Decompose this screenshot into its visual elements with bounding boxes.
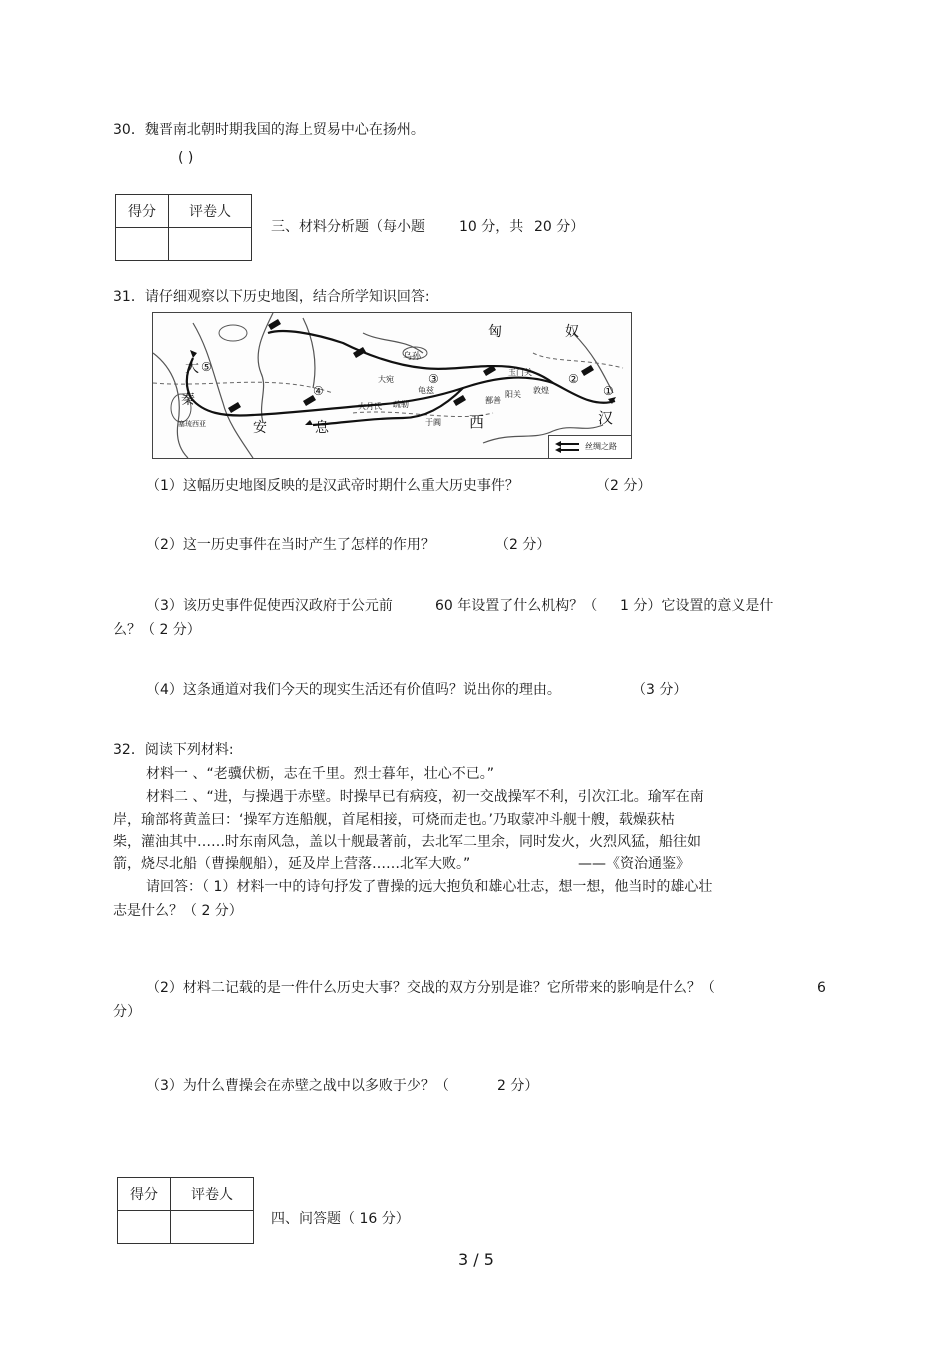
map-label-shule: 疏勒 xyxy=(393,400,409,409)
map-label-n2: ② xyxy=(568,372,579,386)
silk-road-route xyxy=(187,331,615,425)
map-label-dunhuang: 敦煌 xyxy=(533,386,549,395)
score-cell[interactable] xyxy=(118,1211,171,1244)
map-label-qin: 秦 xyxy=(181,392,195,408)
page-number: 3 / 5 xyxy=(458,1250,494,1269)
material-1: 材料一 、“老骥伏枥，志在千里。烈士暮年，壮心不已。” xyxy=(146,766,494,782)
score-cell[interactable] xyxy=(116,228,169,261)
map-label-wusun: 乌孙 xyxy=(403,352,422,362)
question-32-ask-2-points-number: 6 xyxy=(817,980,826,996)
map-label-han: 汉 xyxy=(598,409,614,427)
map-label-da: 大 xyxy=(185,360,199,376)
score-table-section-3 xyxy=(115,194,252,261)
grader-header: 评卷人 xyxy=(169,195,252,228)
map-label-xi: 西 xyxy=(469,413,485,431)
material-2-line-4: 箭，烧尽北船（曹操舰船），延及岸上营落……北军大败。” xyxy=(113,856,471,872)
grader-cell[interactable] xyxy=(171,1211,254,1244)
question-32-ask-2-line-1: （2）材料二记载的是一件什么历史大事？交战的双方分别是谁？它所带来的影响是什么？（ xyxy=(146,980,715,996)
grader-cell[interactable] xyxy=(169,228,252,261)
question-30-text: 30．魏晋南北朝时期我国的海上贸易中心在扬州。 xyxy=(113,122,425,138)
map-label-dayuan: 大宛 xyxy=(378,375,394,384)
map-label-xiongnu-2: 奴 xyxy=(565,324,579,340)
map-label-yumenguan: 玉门关 xyxy=(508,368,532,377)
question-31-sub-3-b: 60 年设置了什么机构？（ xyxy=(435,598,598,614)
material-2-line-1: 材料二 、“进，与操遇于赤壁。时操早已有病疫，初一交战操军不利，引次江北。瑜军在南 xyxy=(146,789,704,805)
question-31-sub-3-a: （3）该历史事件促使西汉政府于公元前 xyxy=(146,598,393,614)
map-label-qiuci: 龟兹 xyxy=(418,386,434,395)
silk-road-map xyxy=(152,312,632,459)
material-2-line-3: 柴，灌油其中……时东南风急，盖以十舰最著前，去北军二里余，同时发火，火烈风猛，船往如 xyxy=(113,834,701,850)
map-label-yutian: 于阗 xyxy=(425,418,441,427)
map-label-n5: ⑤ xyxy=(201,360,212,374)
map-label-xiongnu-1: 匈 xyxy=(488,324,502,340)
map-label-dayuezhi: 大月氏 xyxy=(358,402,382,411)
question-32-ask-2-line-2: 分） xyxy=(113,1004,141,1020)
score-header: 得分 xyxy=(118,1178,171,1211)
material-2-line-2: 岸，瑜部将黄盖曰：‘操军方连船舰，首尾相接，可烧而走也。’乃取蒙冲斗舰十艘，载燥荻枯 xyxy=(113,812,675,828)
question-31-sub-2-points: （2 分） xyxy=(495,537,551,553)
question-31-sub-4-points: （3 分） xyxy=(632,682,688,698)
question-31-intro: 31．请仔细观察以下历史地图，结合所学知识回答: xyxy=(113,289,430,305)
map-label-xi-an: 息 xyxy=(315,420,329,436)
question-32-ask-3: （3）为什么曹操会在赤壁之战中以多败于少？（ xyxy=(146,1078,449,1094)
question-32-ask-1-line-2: 志是什么？（ 2 分） xyxy=(113,903,243,919)
map-label-an: 安 xyxy=(253,420,267,436)
grader-header: 评卷人 xyxy=(171,1178,254,1211)
legend-label: 丝绸之路 xyxy=(585,442,617,451)
material-2-source: ——《资治通鉴》 xyxy=(578,856,690,872)
legend-route-symbol xyxy=(553,436,583,458)
question-31-sub-4: （4）这条通道对我们今天的现实生活还有价值吗？说出你的理由。 xyxy=(146,682,561,698)
map-label-n1: ① xyxy=(603,384,614,398)
map-label-n3: ③ xyxy=(428,372,439,386)
score-table-section-4 xyxy=(117,1177,254,1244)
map-label-yangguan: 阳关 xyxy=(505,390,521,399)
section-4-title: 四、问答题（ 16 分） xyxy=(271,1211,410,1227)
question-31-sub-3-c: 1 分）它设置的意义是什 xyxy=(620,598,774,614)
question-32-ask-3-points: 2 分） xyxy=(497,1078,539,1094)
section-3-points-b: 20 分） xyxy=(534,219,585,235)
section-3-title: 三、材料分析题（每小题 xyxy=(271,219,425,235)
question-32-intro: 32．阅读下列材料: xyxy=(113,742,234,758)
map-label-bottom-left: 塞琉西亚 xyxy=(178,420,206,428)
section-3-points-a: 10 分，共 xyxy=(459,219,524,235)
question-31-sub-1-points: （2 分） xyxy=(596,478,652,494)
score-header: 得分 xyxy=(116,195,169,228)
question-31-sub-2: （2）这一历史事件在当时产生了怎样的作用？ xyxy=(146,537,435,553)
question-31-sub-3-d: 么？（ 2 分） xyxy=(113,622,201,638)
map-legend xyxy=(548,435,631,458)
map-label-n4: ④ xyxy=(313,384,324,398)
question-31-sub-1: （1）这幅历史地图反映的是汉武帝时期什么重大历史事件？ xyxy=(146,478,519,494)
map-label-shanshan: 鄯善 xyxy=(485,396,501,405)
question-32-ask-1-line-1: 请回答：（ 1）材料一中的诗句抒发了曹操的远大抱负和雄心壮志，想一想，他当时的雄心壮 xyxy=(146,879,713,895)
question-30-answer-paren: ( ) xyxy=(178,150,194,166)
